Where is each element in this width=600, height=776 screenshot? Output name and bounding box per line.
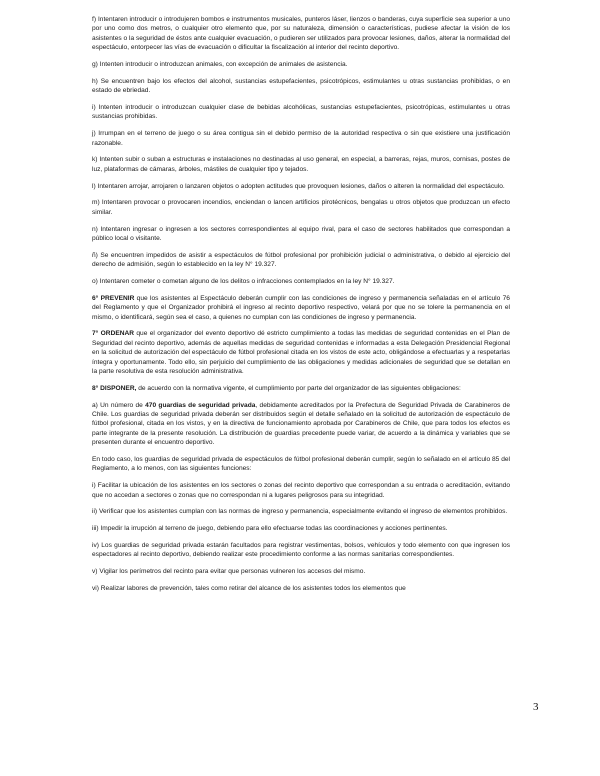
clause-prefix: a) Un número de: [92, 401, 146, 409]
paragraph-functions-intro: En todo caso, los guardias de seguridad privada de espectáculos de fútbol profesional deberán cumplir, según lo señalado en el artículo 85 del Reglamento, a lo menos, con las siguientes funciones:: [92, 456, 510, 473]
paragraph-h: h) Se encuentren bajo los efectos del alcohol, sustancias estupefacientes, psicotrópicos, estimulantes u otras sustancias prohibidas, o en estado de ebriedad.: [92, 77, 510, 95]
document-body: [92, 15, 510, 601]
paragraph-7-ordenar: [92, 329, 510, 376]
clause-text: que el organizador del evento deportivo dé estricto cumplimiento a todas las medidas de seguridad contenidas en el Plan de Seguridad del recinto deportivo, además de aquellas medidas de seguridad contenidas e informadas a esta Delegación Presidencial Regional en la solicitud de autorización del espectáculo de fútbol profesional citada en los vistos de este acto, obligándose a efectuarlas y a respetarlas íntegra y oportunamente. Todo ello, sin perjuicio del cumplimiento de las obligaciones y medidas adicionales de seguridad que se detallan en la parte resolutiva de esta resolución administrativa.: [92, 330, 510, 376]
clause-text: , debidamente acreditados por la Prefectura de Seguridad Privada de Carabineros de Chile. Los guardias de seguridad privada deberán ser distribuidos según el detalle señalado en la solicitud de autorización de espectáculo de fútbol profesional, citada en los vistos, y en la directiva de funcionamiento aprobada por Carabineros de Chile, que para todos los efectos es parte integrante de la presente resolución. La distribución de guardias precedente puede variar, de acuerdo a la dinámica y variables que se presenten durante el encuentro deportivo.: [92, 401, 510, 447]
paragraph-enie: ñ) Se encuentren impedidos de asistir a espectáculos de fútbol profesional por prohibición judicial o administrativa, o debido al ejercicio del derecho de admisión, según lo establecido en la ley N° 19.327.: [92, 251, 510, 269]
clause-heading: 7° ORDENAR: [92, 330, 135, 338]
paragraph-g: g) Intenten introducir o introduzcan animales, con excepción de animales de asistencia.: [92, 61, 348, 69]
paragraph-function-v: v) Vigilar los perímetros del recinto para evitar que personas vulneren los accesos del mismo.: [92, 568, 366, 576]
clause-text: que los asistentes al Espectáculo deberán cumplir con las condiciones de ingreso y permanencia señaladas en el artículo 76 del Reglamento y que el Organizador prohibirá el ingreso al recinto deportivo respectivo, velará por que no se tolere la permanencia en el mismo, o identificará, según sea el caso, a quienes no cumplan con las condiciones de ingreso y permanencia.: [92, 294, 510, 321]
paragraph-l: l) Intentaren arrojar, arrojaren o lanzaren objetos o adopten actitudes que provoquen lesiones, daños o alteren la normalidad del espectáculo.: [92, 182, 505, 190]
paragraph-8-disponer: [92, 384, 510, 393]
paragraph-function-vi: vi) Realizar labores de prevención, tales como retirar del alcance de los asistentes todos los elementos que: [92, 585, 406, 593]
paragraph-i: i) Intenten introducir o introduzcan cualquier clase de bebidas alcohólicas, sustancias estupefacientes, psicotrópicas, estimulantes u otras sustancias prohibidas.: [92, 104, 510, 121]
paragraph-m: m) Intentaren provocar o provocaren incendios, enciendan o lancen artificios pirotécnicos, bengalas u otros objetos que produzcan un efecto similar.: [92, 199, 510, 216]
paragraph-j: j) Irrumpan en el terreno de juego o su área contigua sin el debido permiso de la autoridad respectiva o sin que existiere una justificación razonable.: [92, 130, 510, 147]
paragraph-n: n) Intentaren ingresar o ingresen a los sectores correspondientes al equipo rival, para el caso de sectores habilitados que correspondan a público local o visitante.: [92, 225, 510, 243]
paragraph-function-ii: ii) Verificar que los asistentes cumplan con las normas de ingreso y permanencia, especialmente evitando el ingreso de elementos prohibidos.: [92, 508, 508, 516]
paragraph-f: f) Intentaren introducir o introdujeren bombos e instrumentos musicales, punteros láser, lienzos o banderas, cuya superficie sea superior a uno por uno como dos metros, o cualquier otro elemento que, por su naturaleza, dimensión o características, pudiese afectar la visión de los asistentes o la seguridad de éstos ante cualquier evacuación, o pudieren ser utilizados para provocar lesiones, daños, alterar la normalidad del espectáculo, entorpecer las vías de evacuación o dificultar la fiscalización al interior del recinto deportivo.: [92, 16, 510, 52]
clause-heading: 8° DISPONER,: [92, 384, 137, 392]
paragraph-6-prevenir: [92, 294, 510, 322]
clause-heading: 6° PREVENIR: [92, 294, 135, 302]
page-number: 3: [533, 701, 539, 713]
paragraph-function-i: i) Facilitar la ubicación de los asistentes en los sectores o zonas del recinto deportivo que correspondan a su entrada o acreditación, evitando que no accedan a sectores o zonas que no correspondan ni a lugares peligrosos para su integridad.: [92, 482, 510, 499]
paragraph-o: o) Intentaren cometer o cometan alguno de los delitos o infracciones contemplados en la ley N° 19.327.: [92, 278, 395, 286]
paragraph-a-guards: [92, 401, 510, 448]
clause-text: de acuerdo con la normativa vigente, el cumplimiento por parte del organizador de las siguientes obligaciones:: [136, 384, 461, 392]
guard-count-highlight: 470 guardias de seguridad privada: [145, 401, 256, 409]
paragraph-function-iv: iv) Los guardias de seguridad privada estarán facultados para registrar vestimentas, bolsos, vehículos y todo elemento con que ingresen los espectadores al recinto deportivo, debiendo realizar este procedimiento conforme a las normas sanitarias correspondientes.: [92, 542, 510, 559]
paragraph-k: k) Intenten subir o suban a estructuras e instalaciones no destinadas al uso general, en especial, a barreras, rejas, muros, cornisas, postes de luz, plataformas de cámaras, árboles, mástiles de cualquier tipo y tejados.: [92, 156, 510, 173]
paragraph-function-iii: iii) Impedir la irrupción al terreno de juego, debiendo para ello efectuarse todas las coordinaciones y acciones pertinentes.: [92, 525, 448, 533]
